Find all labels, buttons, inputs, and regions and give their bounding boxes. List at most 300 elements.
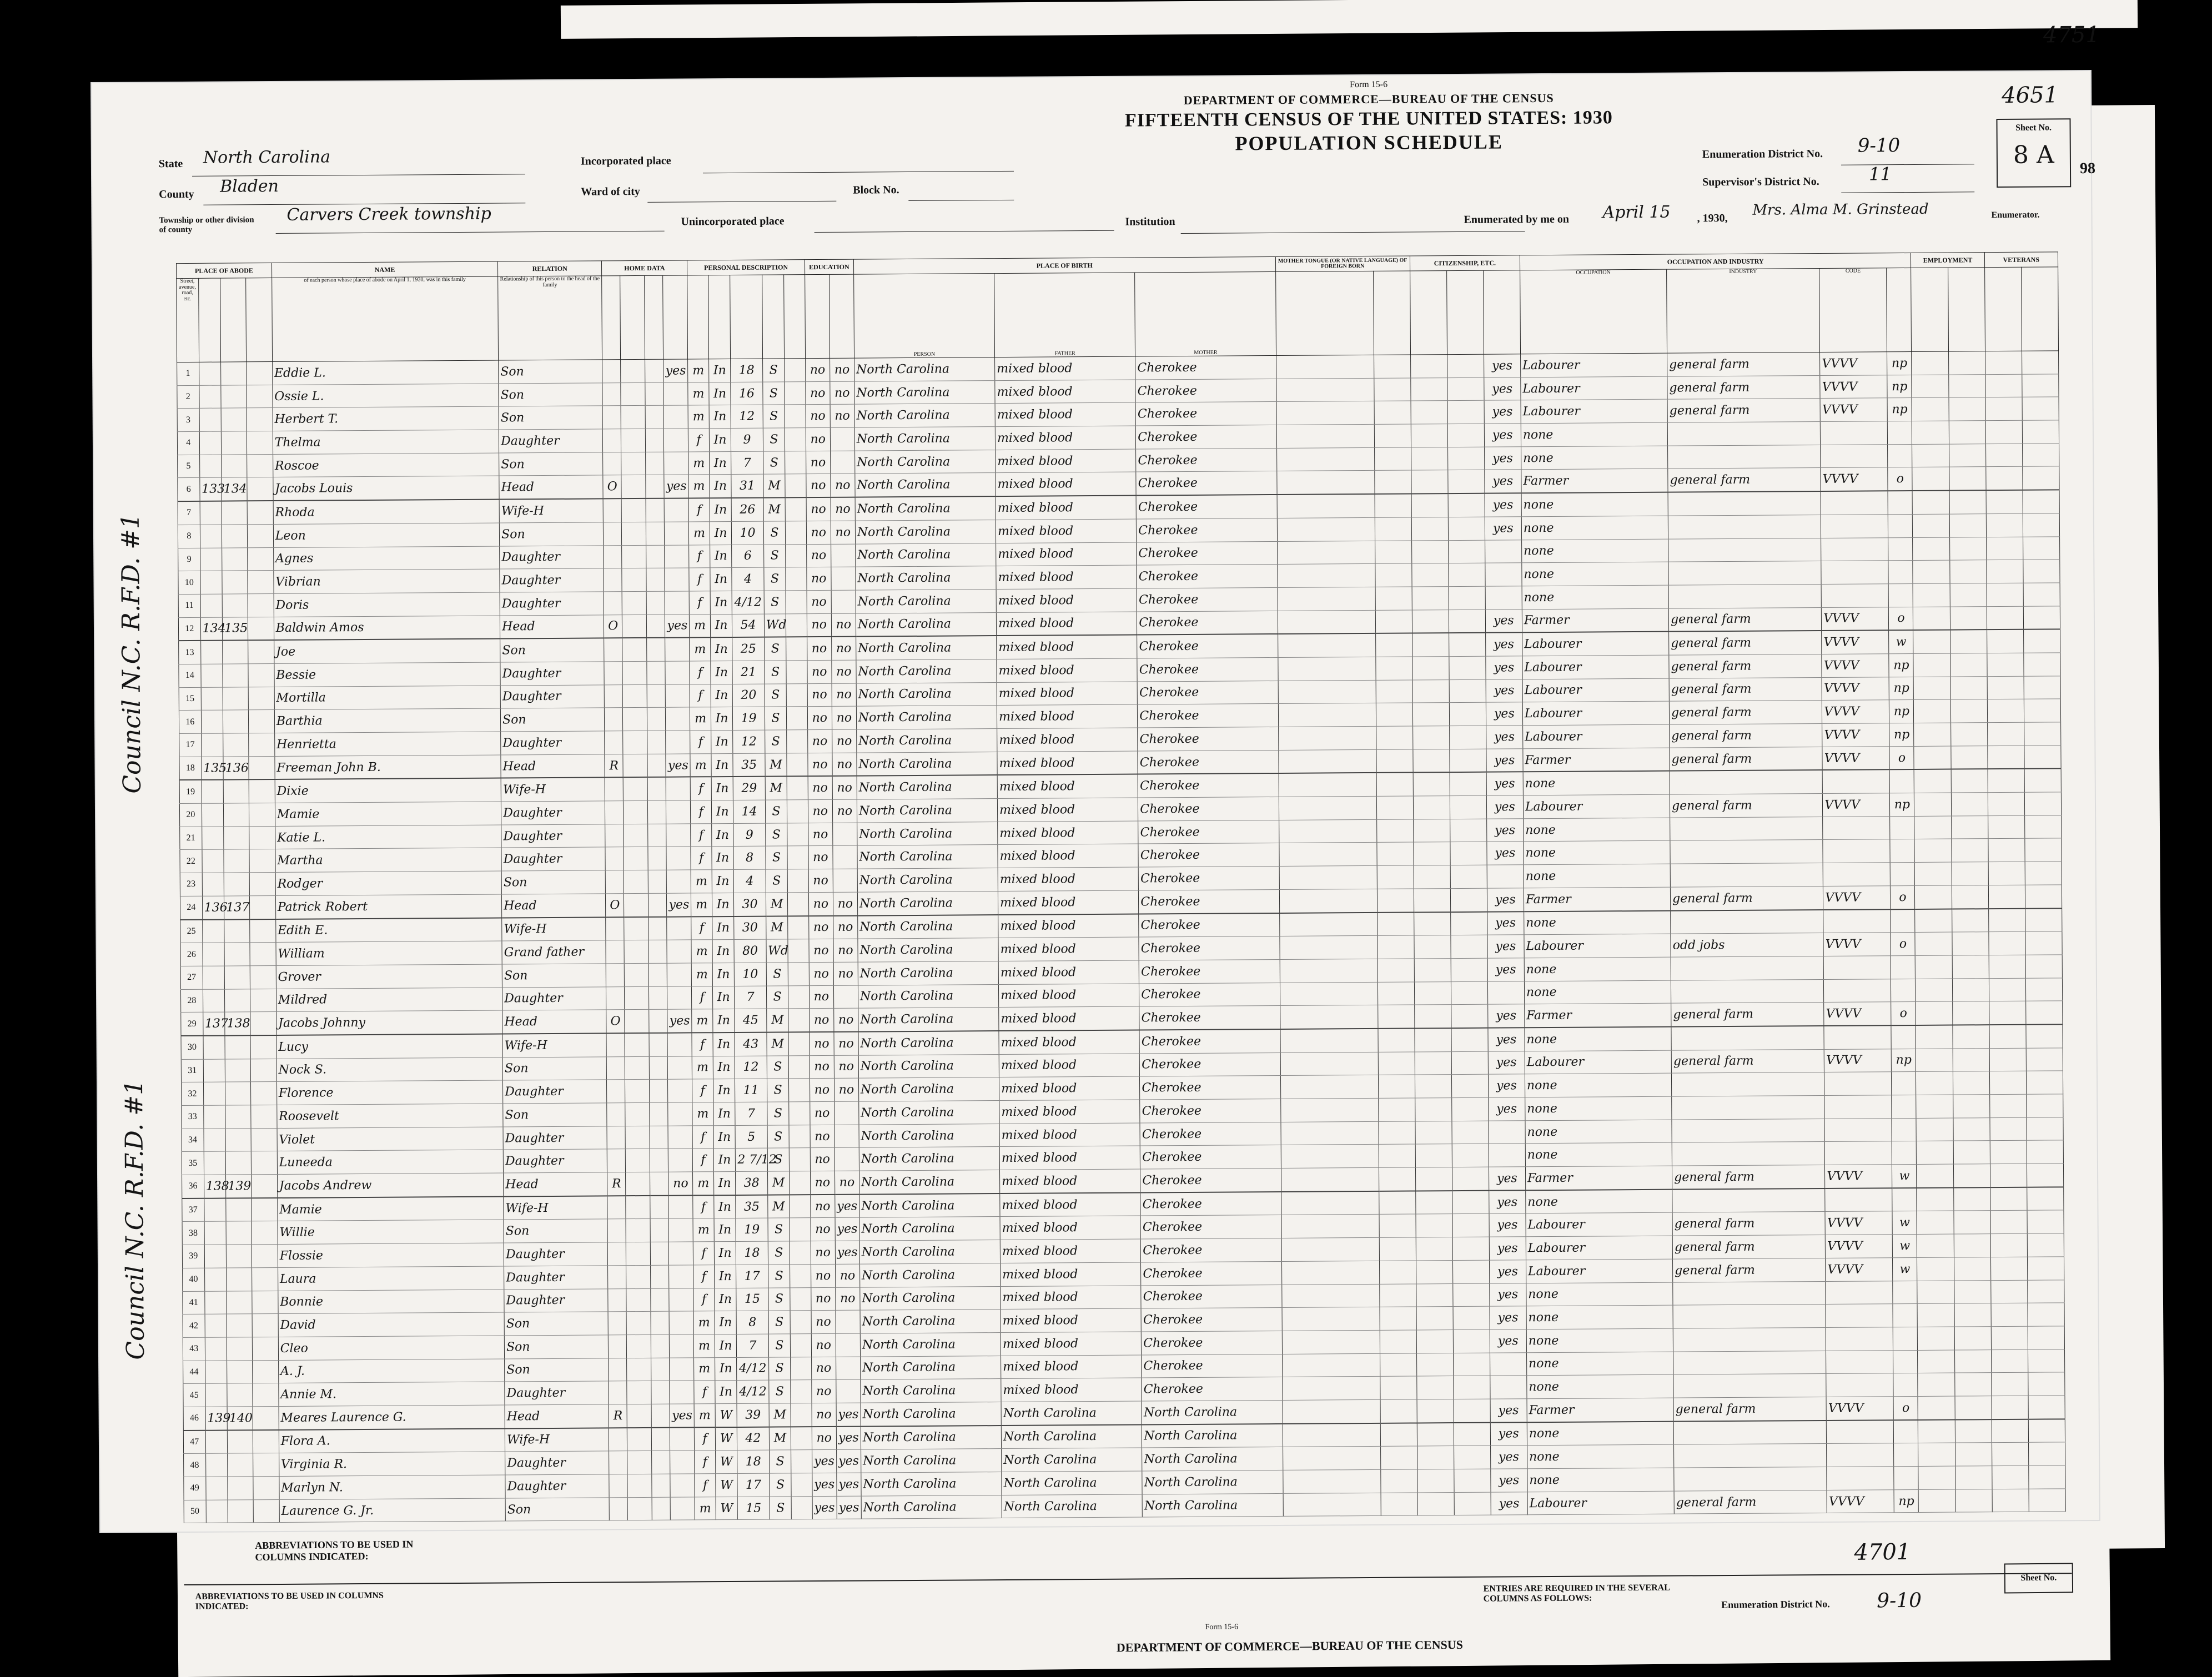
- cell-own: [607, 1219, 626, 1242]
- cell-fam: [225, 989, 250, 1012]
- cell-read: [836, 1310, 860, 1333]
- cell-pob: North Carolina: [858, 938, 998, 962]
- cell-empty: [1915, 909, 1952, 933]
- cell-ln: 24: [180, 896, 202, 919]
- cell-occ: none: [1522, 585, 1668, 609]
- cell-empty: [1281, 1215, 1379, 1238]
- cell-dw: [202, 803, 224, 827]
- cell-sex: m: [690, 707, 711, 731]
- cell-sch: no: [810, 1148, 834, 1171]
- cell-empty: [252, 1175, 278, 1198]
- cell-rel: Wife-H: [502, 1033, 606, 1057]
- cell-sch: no: [806, 474, 831, 497]
- cell-empty: [249, 826, 275, 849]
- county-label: County: [159, 188, 194, 201]
- cell-ind: [1668, 561, 1821, 585]
- cell-empty: [651, 1404, 670, 1427]
- cell-code: VVVV: [1825, 1165, 1892, 1188]
- cell-sex: f: [695, 1451, 716, 1474]
- cell-empty: [646, 498, 664, 522]
- cell-eng: yes: [1486, 679, 1522, 702]
- cell-pob: North Carolina: [859, 1217, 1000, 1241]
- cell-empty: [1447, 447, 1484, 470]
- cell-empty: [1988, 885, 2025, 909]
- cell-dw: [204, 1129, 226, 1152]
- cell-empty: [1987, 722, 2024, 746]
- cell-empty: [1454, 1469, 1491, 1492]
- cell-race: In: [713, 1033, 735, 1056]
- cell-empty: [251, 1059, 277, 1082]
- cell-empty: [650, 1126, 668, 1149]
- cell-cls: np: [1889, 723, 1914, 746]
- cell-race: In: [712, 940, 735, 963]
- cell-occ: none: [1524, 818, 1670, 842]
- cell-empty: [1449, 702, 1486, 726]
- cell-empty: [1378, 1098, 1415, 1121]
- cell-ln: 18: [179, 757, 202, 780]
- cell-radio: [667, 940, 691, 963]
- cell-name: Mamie: [275, 802, 501, 826]
- cell-mar: S: [768, 1311, 791, 1334]
- cell-age: 19: [736, 1218, 768, 1242]
- cell-empty: [650, 1172, 668, 1195]
- cell-code: [1823, 863, 1890, 886]
- cell-race: In: [712, 986, 735, 1009]
- cell-ln: 27: [180, 966, 203, 989]
- cell-empty: [787, 869, 808, 893]
- cell-empty: [1414, 1005, 1451, 1029]
- cell-empty: [1912, 467, 1949, 491]
- cell-pob: North Carolina: [856, 589, 996, 613]
- cell-ind: [1673, 1374, 1826, 1398]
- cell-mpob: Cherokee: [1136, 425, 1276, 449]
- cell-fpob: mixed blood: [1001, 1332, 1141, 1356]
- cell-mpob: Cherokee: [1136, 448, 1276, 472]
- cell-empty: [1951, 793, 1988, 816]
- cell-empty: [1449, 586, 1485, 610]
- cell-ind: general farm: [1672, 1165, 1825, 1190]
- cell-age: 7: [735, 1102, 767, 1125]
- cell-eng: yes: [1487, 911, 1524, 935]
- cell-empty: [788, 892, 809, 915]
- cell-read: no: [832, 729, 856, 753]
- cell-dw: [205, 1337, 227, 1361]
- cell-ln: 25: [180, 919, 203, 943]
- cell-rel: Daughter: [505, 1381, 609, 1405]
- cell-radio: [669, 1288, 693, 1311]
- cell-cls: w: [1889, 630, 1913, 653]
- cell-fpob: mixed blood: [997, 728, 1138, 752]
- cell-empty: [621, 452, 646, 475]
- col-name: of each person whose place of abode on April 1, 1930, was in this family: [272, 276, 498, 361]
- ward-label: Ward of city: [581, 185, 640, 198]
- cell-empty: [1918, 1419, 1955, 1443]
- cell-eng: yes: [1485, 470, 1521, 493]
- cell-empty: [1278, 610, 1375, 634]
- cell-cls: [1892, 1072, 1916, 1095]
- cell-radio: [666, 731, 690, 754]
- cell-read: no: [832, 683, 856, 707]
- cell-rel: Head: [502, 894, 606, 918]
- cell-empty: [1411, 470, 1448, 494]
- cell-ind: general farm: [1672, 1212, 1825, 1236]
- cell-occ: Labourer: [1526, 1213, 1672, 1237]
- cell-mar: S: [765, 730, 787, 753]
- cell-own: R: [605, 754, 623, 777]
- cell-occ: none: [1521, 539, 1668, 563]
- cell-empty: [626, 1288, 651, 1312]
- cell-empty: [1416, 1214, 1452, 1237]
- cell-pob: North Carolina: [861, 1495, 1002, 1519]
- cell-empty: [1376, 703, 1412, 726]
- cell-empty: [253, 1476, 279, 1499]
- cell-empty: [626, 1219, 650, 1242]
- cell-rel: Daughter: [502, 986, 606, 1010]
- cell-fam: [224, 943, 250, 966]
- cell-name: Laurence G. Jr.: [279, 1498, 506, 1523]
- cell-empty: [1915, 862, 1952, 885]
- cell-own: O: [606, 1010, 625, 1033]
- cell-mar: S: [766, 869, 788, 893]
- cell-ind: general farm: [1670, 723, 1822, 747]
- cell-empty: [1990, 1233, 2027, 1257]
- cell-sex: m: [691, 870, 712, 893]
- cell-empty: [627, 1497, 652, 1520]
- cell-empty: [253, 1430, 279, 1453]
- cell-ind: general farm: [1671, 1003, 1824, 1027]
- cell-occ: Farmer: [1524, 887, 1670, 911]
- cell-mpob: Cherokee: [1139, 983, 1280, 1006]
- cell-radio: yes: [667, 893, 691, 916]
- cell-pob: North Carolina: [857, 891, 998, 915]
- cell-occ: none: [1521, 446, 1667, 470]
- cell-fpob: mixed blood: [998, 890, 1139, 915]
- cell-code: VVVV: [1823, 886, 1891, 910]
- cell-eng: yes: [1489, 1097, 1525, 1121]
- cell-fam: [227, 1245, 252, 1268]
- cell-rel: Son: [502, 1056, 606, 1080]
- cell-ln: 36: [182, 1175, 204, 1198]
- cell-ind: [1671, 979, 1824, 1003]
- cell-empty: [1417, 1446, 1454, 1469]
- cell-code: VVVV: [1822, 746, 1889, 770]
- cell-empty: [1949, 560, 1986, 583]
- cell-empty: [649, 986, 667, 1010]
- cell-empty: [1987, 676, 2024, 699]
- cell-read: no: [830, 358, 854, 381]
- cell-empty: [1454, 1446, 1490, 1469]
- cell-fpob: mixed blood: [999, 1146, 1140, 1170]
- cell-empty: [1380, 1307, 1416, 1330]
- cell-empty: [2023, 653, 2060, 676]
- cell-empty: [650, 1056, 668, 1080]
- cell-occ: Labourer: [1525, 1050, 1671, 1074]
- group-place-of-abode: PLACE OF ABODE: [176, 263, 272, 279]
- cell-empty: [1380, 1376, 1416, 1399]
- cell-empty: [1951, 839, 1988, 862]
- cell-sex: m: [694, 1404, 715, 1427]
- cell-race: In: [710, 545, 732, 568]
- cell-empty: [648, 800, 666, 824]
- cell-empty: [1448, 493, 1485, 517]
- cell-empty: [1281, 1191, 1379, 1215]
- cell-radio: [665, 591, 689, 615]
- cell-occ: Labourer: [1526, 1236, 1672, 1260]
- cell-empty: [627, 1381, 651, 1404]
- cell-empty: [1949, 537, 1986, 560]
- footer-abbr-title: ABBREVIATIONS TO BE USED IN COLUMNS INDICATED:: [195, 1590, 384, 1611]
- cell-mpob: Cherokee: [1140, 1192, 1281, 1216]
- group-veterans: VETERANS: [1984, 252, 2058, 268]
- cell-mpob: Cherokee: [1135, 355, 1276, 379]
- cell-eng: yes: [1489, 1190, 1526, 1214]
- cell-occ: Farmer: [1527, 1398, 1673, 1422]
- cell-ln: 2: [177, 385, 199, 409]
- cell-pob: North Carolina: [859, 1193, 1000, 1218]
- cell-cls: [1888, 444, 1912, 467]
- cell-eng: yes: [1486, 726, 1522, 749]
- cell-empty: [1281, 1121, 1379, 1145]
- cell-empty: [1380, 1469, 1417, 1493]
- cell-mar: M: [766, 1009, 788, 1032]
- cell-empty: [1415, 1075, 1451, 1098]
- cell-empty: [621, 429, 646, 452]
- cell-empty: [1987, 629, 2023, 653]
- cell-empty: [1283, 1423, 1380, 1447]
- cell-fam: [225, 1035, 250, 1059]
- cell-sex: m: [693, 1218, 714, 1242]
- cell-mar: M: [769, 1403, 791, 1427]
- cell-dw: [204, 1198, 226, 1221]
- cell-empty: [786, 613, 807, 637]
- cell-radio: [666, 707, 690, 731]
- cell-mar: S: [770, 1497, 792, 1520]
- cell-empty: [1379, 1237, 1416, 1261]
- cell-fam: [221, 408, 247, 431]
- cell-read: [830, 451, 854, 474]
- cell-empty: [789, 1125, 810, 1148]
- cell-empty: [1452, 1190, 1489, 1214]
- cell-empty: [2025, 978, 2063, 1001]
- cell-occ: none: [1524, 957, 1671, 981]
- cell-empty: [626, 1196, 650, 1219]
- cell-fam: [226, 1151, 252, 1175]
- cell-cls: [1894, 1466, 1918, 1489]
- cell-race: In: [713, 1079, 735, 1102]
- cell-empty: [1415, 1028, 1451, 1052]
- cell-empty: [248, 547, 274, 571]
- cell-sch: no: [810, 1101, 834, 1125]
- sheet-value: 8 A: [2013, 140, 2054, 169]
- cell-empty: [1954, 1327, 1991, 1350]
- cell-empty: [1952, 885, 1988, 909]
- cell-own: O: [606, 893, 624, 916]
- cell-race: In: [711, 730, 733, 753]
- cell-dw: [206, 1500, 228, 1523]
- cell-dw: 136: [202, 896, 224, 919]
- cell-read: [833, 869, 857, 892]
- cell-occ: Labourer: [1526, 1259, 1672, 1283]
- cell-mpob: Cherokee: [1138, 820, 1279, 844]
- cell-pob: North Carolina: [856, 682, 997, 706]
- cell-own: [604, 684, 622, 708]
- cell-name: David: [278, 1312, 505, 1337]
- cell-empty: [646, 545, 665, 568]
- cell-ind: [1670, 817, 1823, 840]
- cell-empty: [1378, 959, 1414, 982]
- cell-race: In: [712, 916, 735, 939]
- cell-race: In: [712, 870, 734, 893]
- cell-empty: [1415, 1098, 1451, 1121]
- cell-empty: [2028, 1442, 2065, 1466]
- cell-race: In: [713, 1149, 736, 1172]
- cell-empty: [788, 939, 809, 963]
- cell-empty: [785, 497, 806, 521]
- cell-empty: [1917, 1303, 1954, 1327]
- cell-race: In: [711, 684, 733, 707]
- cell-empty: [623, 754, 647, 777]
- cell-empty: [651, 1265, 669, 1288]
- cell-age: 4: [732, 567, 764, 591]
- cell-name: A. J.: [278, 1359, 505, 1383]
- col-mother: MOTHER: [1135, 271, 1276, 356]
- cell-empty: [1954, 1303, 1991, 1327]
- cell-sch: yes: [812, 1450, 836, 1473]
- cell-pob: North Carolina: [857, 752, 997, 776]
- cell-empty: [651, 1358, 670, 1381]
- form-number: Form 15-6: [1350, 79, 1388, 90]
- cell-sex: m: [692, 963, 713, 986]
- cell-sex: f: [691, 916, 712, 940]
- cell-empty: [785, 359, 806, 382]
- cell-empty: [1950, 676, 1987, 699]
- cell-empty: [1450, 842, 1487, 865]
- cell-cls: [1894, 1420, 1918, 1443]
- cell-fam: [225, 1105, 251, 1129]
- cell-ln: 49: [184, 1477, 206, 1500]
- cell-empty: [1985, 397, 2022, 421]
- cell-empty: [1277, 564, 1375, 588]
- cell-empty: [1452, 1214, 1489, 1237]
- cell-fam: [227, 1383, 253, 1407]
- cell-read: no: [832, 776, 857, 799]
- cell-ind: [1673, 1421, 1826, 1445]
- cell-empty: [1281, 1145, 1379, 1169]
- cell-empty: [621, 498, 646, 522]
- cell-empty: [2024, 722, 2061, 746]
- cell-eng: yes: [1490, 1306, 1526, 1329]
- cell-empty: [253, 1314, 279, 1337]
- cell-empty: [247, 477, 273, 501]
- cell-mar: S: [764, 637, 786, 661]
- supervisor-label: Supervisor's District No.: [1702, 175, 1819, 189]
- group-place-of-birth: PLACE OF BIRTH: [853, 256, 1275, 274]
- cell-name: Dixie: [275, 778, 501, 803]
- enumerated-year: , 1930,: [1697, 212, 1728, 225]
- cell-pob: North Carolina: [854, 450, 995, 474]
- cell-occ: none: [1522, 562, 1668, 586]
- cell-cls: [1891, 909, 1915, 932]
- cell-empty: [1988, 839, 2024, 862]
- cell-mpob: Cherokee: [1137, 611, 1278, 635]
- enum-district-value: 9-10: [1857, 134, 1901, 157]
- cell-fpob: mixed blood: [999, 1054, 1139, 1077]
- cell-age: 26: [732, 498, 764, 522]
- cell-occ: Labourer: [1523, 794, 1670, 818]
- cell-empty: [1989, 1071, 2026, 1095]
- cell-rel: Son: [504, 1335, 608, 1359]
- cell-dw: [203, 943, 225, 966]
- cell-pob: North Carolina: [859, 1101, 999, 1125]
- cell-empty: [646, 522, 665, 545]
- cell-cls: o: [1888, 467, 1912, 491]
- cell-name: Edith E.: [275, 918, 502, 943]
- cell-empty: [1276, 447, 1374, 471]
- cell-mar: M: [769, 1427, 791, 1450]
- cell-empty: [1952, 932, 1988, 955]
- cell-rel: Daughter: [503, 1126, 607, 1150]
- cell-empty: [1954, 1257, 1990, 1280]
- cell-radio: [669, 1311, 693, 1334]
- cell-own: [606, 964, 624, 987]
- cell-pob: North Carolina: [854, 427, 995, 451]
- cell-ind: [1668, 538, 1821, 562]
- cell-rel: Daughter: [500, 662, 604, 686]
- cell-read: no: [834, 1171, 859, 1194]
- cell-empty: [1417, 1423, 1454, 1447]
- cell-ln: 35: [182, 1152, 204, 1175]
- cell-empty: [252, 1198, 278, 1221]
- cell-empty: [1952, 909, 1988, 933]
- cell-name: Flora A.: [279, 1428, 505, 1453]
- cell-race: W: [716, 1497, 738, 1520]
- cell-fpob: North Carolina: [1001, 1424, 1142, 1449]
- cell-fpob: mixed blood: [996, 565, 1137, 589]
- cell-fpob: mixed blood: [998, 844, 1138, 868]
- cell-empty: [1449, 726, 1486, 749]
- cell-name: Mildred: [276, 988, 502, 1012]
- cell-age: 38: [736, 1171, 768, 1195]
- cell-empty: [2028, 1303, 2065, 1326]
- cell-name: Herbert T.: [273, 406, 499, 431]
- cell-empty: [1416, 1260, 1452, 1283]
- cell-read: [834, 1101, 859, 1125]
- cell-name: Rodger: [275, 871, 502, 895]
- cell-empty: [1447, 424, 1484, 447]
- cell-empty: [622, 522, 646, 545]
- cell-code: [1827, 1467, 1894, 1490]
- cell-pob: North Carolina: [855, 543, 996, 567]
- cell-mpob: Cherokee: [1138, 867, 1279, 890]
- cell-empty: [254, 1499, 280, 1523]
- cell-mar: S: [768, 1334, 791, 1357]
- cell-read: [832, 823, 857, 846]
- cell-empty: [1377, 889, 1414, 913]
- cell-sch: no: [807, 613, 831, 637]
- cell-ind: [1673, 1281, 1826, 1305]
- cell-empty: [1413, 819, 1450, 842]
- cell-empty: [2026, 1071, 2063, 1094]
- cell-rel: Son: [505, 1358, 609, 1382]
- cell-fam: [223, 710, 249, 733]
- cell-own: [604, 568, 622, 592]
- cell-ind: [1670, 770, 1822, 794]
- cell-mpob: Cherokee: [1137, 681, 1278, 704]
- cell-empty: [622, 568, 646, 592]
- cell-sex: f: [689, 545, 710, 568]
- cell-name: Roosevelt: [276, 1104, 503, 1128]
- cell-empty: [786, 683, 807, 707]
